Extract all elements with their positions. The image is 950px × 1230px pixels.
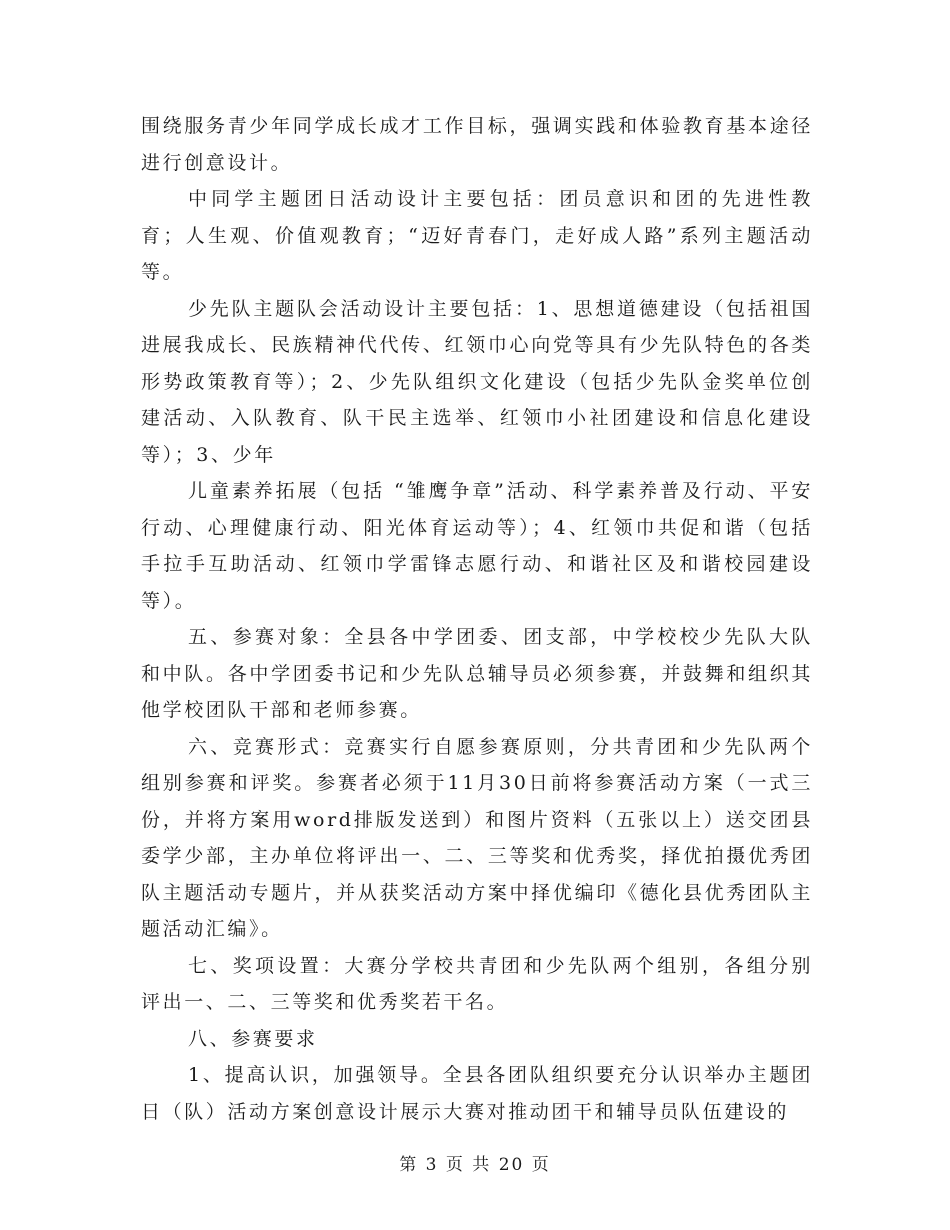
document-body xyxy=(141,108,813,1130)
paragraph-2: 中同学主题团日活动设计主要包括：团员意识和团的先进性教育；人生观、价值观教育；“迈好青春门，走好成人路”系列主题活动等。 xyxy=(141,188,813,283)
paragraph-1: 围绕服务青少年同学成长成才工作目标，强调实践和体验教育基本途径进行创意设计。 xyxy=(141,115,813,174)
page-number-footer: 第 3 页 共 20 页 xyxy=(399,1155,551,1175)
paragraph-5: 五、参赛对象：全县各中学团委、团支部，中学校校少先队大队和中队。各中学团委书记和少先队总辅导员必须参赛，并鼓舞和组织其他学校团队干部和老师参赛。 xyxy=(141,626,813,721)
paragraph-4: 儿童素养拓展（包括 “雏鹰争章”活动、科学素养普及行动、平安行动、心理健康行动、阳光体育运动等）；4、红领巾共促和谐（包括手拉手互助活动、红领巾学雷锋志愿行动、和谐社区及和谐校园建设等）。 xyxy=(141,480,813,612)
paragraph-8: 八、参赛要求 xyxy=(188,1027,318,1050)
paragraph-7: 七、奖项设置：大赛分学校共青团和少先队两个组别，各组分别评出一、二、三等奖和优秀奖若干名。 xyxy=(141,954,813,1013)
paragraph-6: 六、竞赛形式：竞赛实行自愿参赛原则，分共青团和少先队两个组别参赛和评奖。参赛者必须于11月30日前将参赛活动方案（一式三份，并将方案用word排版发送到）和图片资料（五张以上）送交团县委学少部，主办单位将评出一、二、三等奖和优秀奖，择优拍摄优秀团队主题活动专题片，并从获奖活动方案中择优编印《德化县优秀团队主题活动汇编》。 xyxy=(141,735,813,940)
paragraph-3: 少先队主题队会活动设计主要包括：1、思想道德建设（包括祖国进展我成长、民族精神代代传、红领巾心向党等具有少先队特色的各类形势政策教育等）；2、少先队组织文化建设（包括少先队金奖单位创建活动、入队教育、队干民主选举、红领巾小社团建设和信息化建设等）；3、少年 xyxy=(141,297,813,466)
paragraph-9: 1、提高认识，加强领导。全县各团队组织要充分认识举办主题团日（队）活动方案创意设计展示大赛对推动团干和辅导员队伍建设的 xyxy=(141,1064,813,1123)
